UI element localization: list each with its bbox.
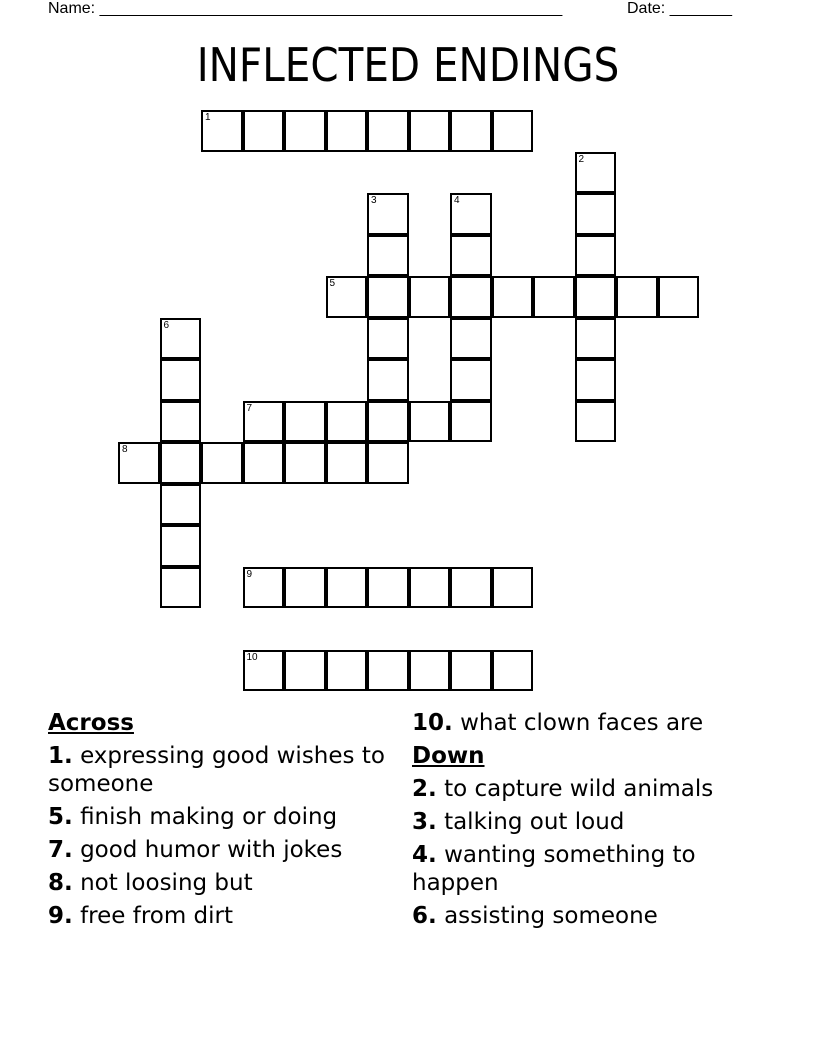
clue-item bbox=[412, 902, 757, 930]
grid-cell[interactable] bbox=[160, 401, 202, 443]
grid-cell[interactable] bbox=[533, 276, 575, 318]
clue-number: 9. bbox=[48, 903, 73, 929]
clue-number: 2. bbox=[412, 776, 437, 802]
grid-cell[interactable] bbox=[492, 276, 534, 318]
grid-cell[interactable] bbox=[575, 235, 617, 277]
grid-cell[interactable] bbox=[367, 359, 409, 401]
grid-cell[interactable] bbox=[575, 318, 617, 360]
date-field: Date: _______ bbox=[627, 0, 732, 17]
grid-cell[interactable] bbox=[658, 276, 700, 318]
grid-cell[interactable] bbox=[284, 110, 326, 152]
clue-item bbox=[412, 808, 757, 836]
cell-number: 3 bbox=[371, 195, 377, 206]
grid-cell[interactable] bbox=[160, 318, 202, 360]
grid-cell[interactable] bbox=[450, 110, 492, 152]
grid-cell[interactable] bbox=[243, 442, 285, 484]
across-heading: Across bbox=[48, 710, 134, 736]
grid-cell[interactable] bbox=[492, 110, 534, 152]
clue-number: 5. bbox=[48, 804, 73, 830]
clue-item bbox=[48, 902, 393, 930]
grid-cell[interactable] bbox=[326, 276, 368, 318]
clue-number: 1. bbox=[48, 743, 73, 769]
grid-cell[interactable] bbox=[160, 359, 202, 401]
grid-cell[interactable] bbox=[243, 110, 285, 152]
clue-text: not loosing but bbox=[80, 870, 253, 896]
grid-cell[interactable] bbox=[367, 567, 409, 609]
grid-cell[interactable] bbox=[450, 567, 492, 609]
grid-cell[interactable] bbox=[409, 110, 451, 152]
clue-text: free from dirt bbox=[80, 903, 234, 929]
clue-number: 3. bbox=[412, 809, 437, 835]
cell-number: 4 bbox=[454, 195, 460, 206]
grid-cell[interactable] bbox=[284, 442, 326, 484]
clue-item bbox=[412, 709, 757, 737]
grid-cell[interactable] bbox=[367, 650, 409, 692]
grid-cell[interactable] bbox=[160, 525, 202, 567]
cell-number: 1 bbox=[205, 112, 211, 123]
clue-item bbox=[48, 803, 393, 831]
grid-cell[interactable] bbox=[326, 110, 368, 152]
grid-cell[interactable] bbox=[160, 442, 202, 484]
grid-cell[interactable] bbox=[160, 484, 202, 526]
grid-cell[interactable] bbox=[492, 567, 534, 609]
grid-cell[interactable] bbox=[409, 650, 451, 692]
grid-cell[interactable] bbox=[367, 318, 409, 360]
clue-text: what clown faces are bbox=[460, 710, 704, 736]
clue-item bbox=[412, 841, 757, 897]
cell-number: 6 bbox=[163, 319, 170, 331]
grid-cell[interactable] bbox=[118, 442, 160, 484]
clue-number: 8. bbox=[48, 870, 73, 896]
clue-item bbox=[48, 836, 393, 864]
grid-cell[interactable] bbox=[367, 276, 409, 318]
grid-cell[interactable] bbox=[367, 193, 409, 235]
across-clues bbox=[48, 704, 393, 930]
grid-cell[interactable] bbox=[450, 650, 492, 692]
cell-number: 9 bbox=[246, 568, 253, 580]
grid-cell[interactable] bbox=[243, 650, 285, 692]
grid-cell[interactable] bbox=[201, 110, 243, 152]
clue-number: 10. bbox=[412, 710, 453, 736]
cell-number: 10 bbox=[246, 651, 258, 663]
grid-cell[interactable] bbox=[367, 401, 409, 443]
grid-cell[interactable] bbox=[284, 401, 326, 443]
clue-text: wanting something to happen bbox=[412, 842, 696, 896]
clue-text: good humor with jokes bbox=[80, 837, 343, 863]
grid-cell[interactable] bbox=[284, 567, 326, 609]
grid-cell[interactable] bbox=[575, 152, 617, 194]
grid-cell[interactable] bbox=[243, 567, 285, 609]
cell-number: 7 bbox=[246, 402, 253, 414]
grid-cell[interactable] bbox=[409, 401, 451, 443]
clue-text: to capture wild animals bbox=[444, 776, 714, 802]
grid-cell[interactable] bbox=[367, 442, 409, 484]
clue-number: 7. bbox=[48, 837, 73, 863]
cell-number: 5 bbox=[329, 278, 336, 289]
grid-cell[interactable] bbox=[409, 276, 451, 318]
clue-text: expressing good wishes to someone bbox=[48, 743, 385, 797]
grid-cell[interactable] bbox=[326, 442, 368, 484]
grid-cell[interactable] bbox=[575, 276, 617, 318]
grid-cell[interactable] bbox=[492, 650, 534, 692]
down-clues bbox=[412, 704, 757, 930]
grid-cell[interactable] bbox=[450, 193, 492, 235]
cell-number: 8 bbox=[122, 444, 128, 455]
grid-cell[interactable] bbox=[450, 359, 492, 401]
grid-cell[interactable] bbox=[575, 401, 617, 443]
grid-cell[interactable] bbox=[160, 567, 202, 609]
grid-cell[interactable] bbox=[243, 401, 285, 443]
cell-number: 2 bbox=[578, 153, 585, 165]
clue-text: assisting someone bbox=[444, 903, 658, 929]
grid-cell[interactable] bbox=[284, 650, 326, 692]
page-title: INFLECTED ENDINGS bbox=[196, 38, 620, 92]
grid-cell[interactable] bbox=[616, 276, 658, 318]
name-field: Name: ____________________________________________________ bbox=[48, 0, 563, 17]
clue-item bbox=[48, 869, 393, 897]
grid-cell[interactable] bbox=[326, 401, 368, 443]
clue-number: 4. bbox=[412, 842, 437, 868]
clue-text: finish making or doing bbox=[80, 804, 338, 830]
grid-cell[interactable] bbox=[367, 235, 409, 277]
grid-cell[interactable] bbox=[326, 650, 368, 692]
grid-cell[interactable] bbox=[450, 401, 492, 443]
down-heading: Down bbox=[412, 743, 485, 769]
grid-cell[interactable] bbox=[450, 235, 492, 277]
grid-cell[interactable] bbox=[575, 359, 617, 401]
grid-cell[interactable] bbox=[450, 276, 492, 318]
clue-text: talking out loud bbox=[444, 809, 625, 835]
grid-cell[interactable] bbox=[201, 442, 243, 484]
clue-number: 6. bbox=[412, 903, 437, 929]
grid-cell[interactable] bbox=[575, 193, 617, 235]
clue-item bbox=[412, 775, 757, 803]
grid-cell[interactable] bbox=[367, 110, 409, 152]
clue-item bbox=[48, 742, 393, 798]
grid-cell[interactable] bbox=[450, 318, 492, 360]
grid-cell[interactable] bbox=[326, 567, 368, 609]
grid-cell[interactable] bbox=[409, 567, 451, 609]
